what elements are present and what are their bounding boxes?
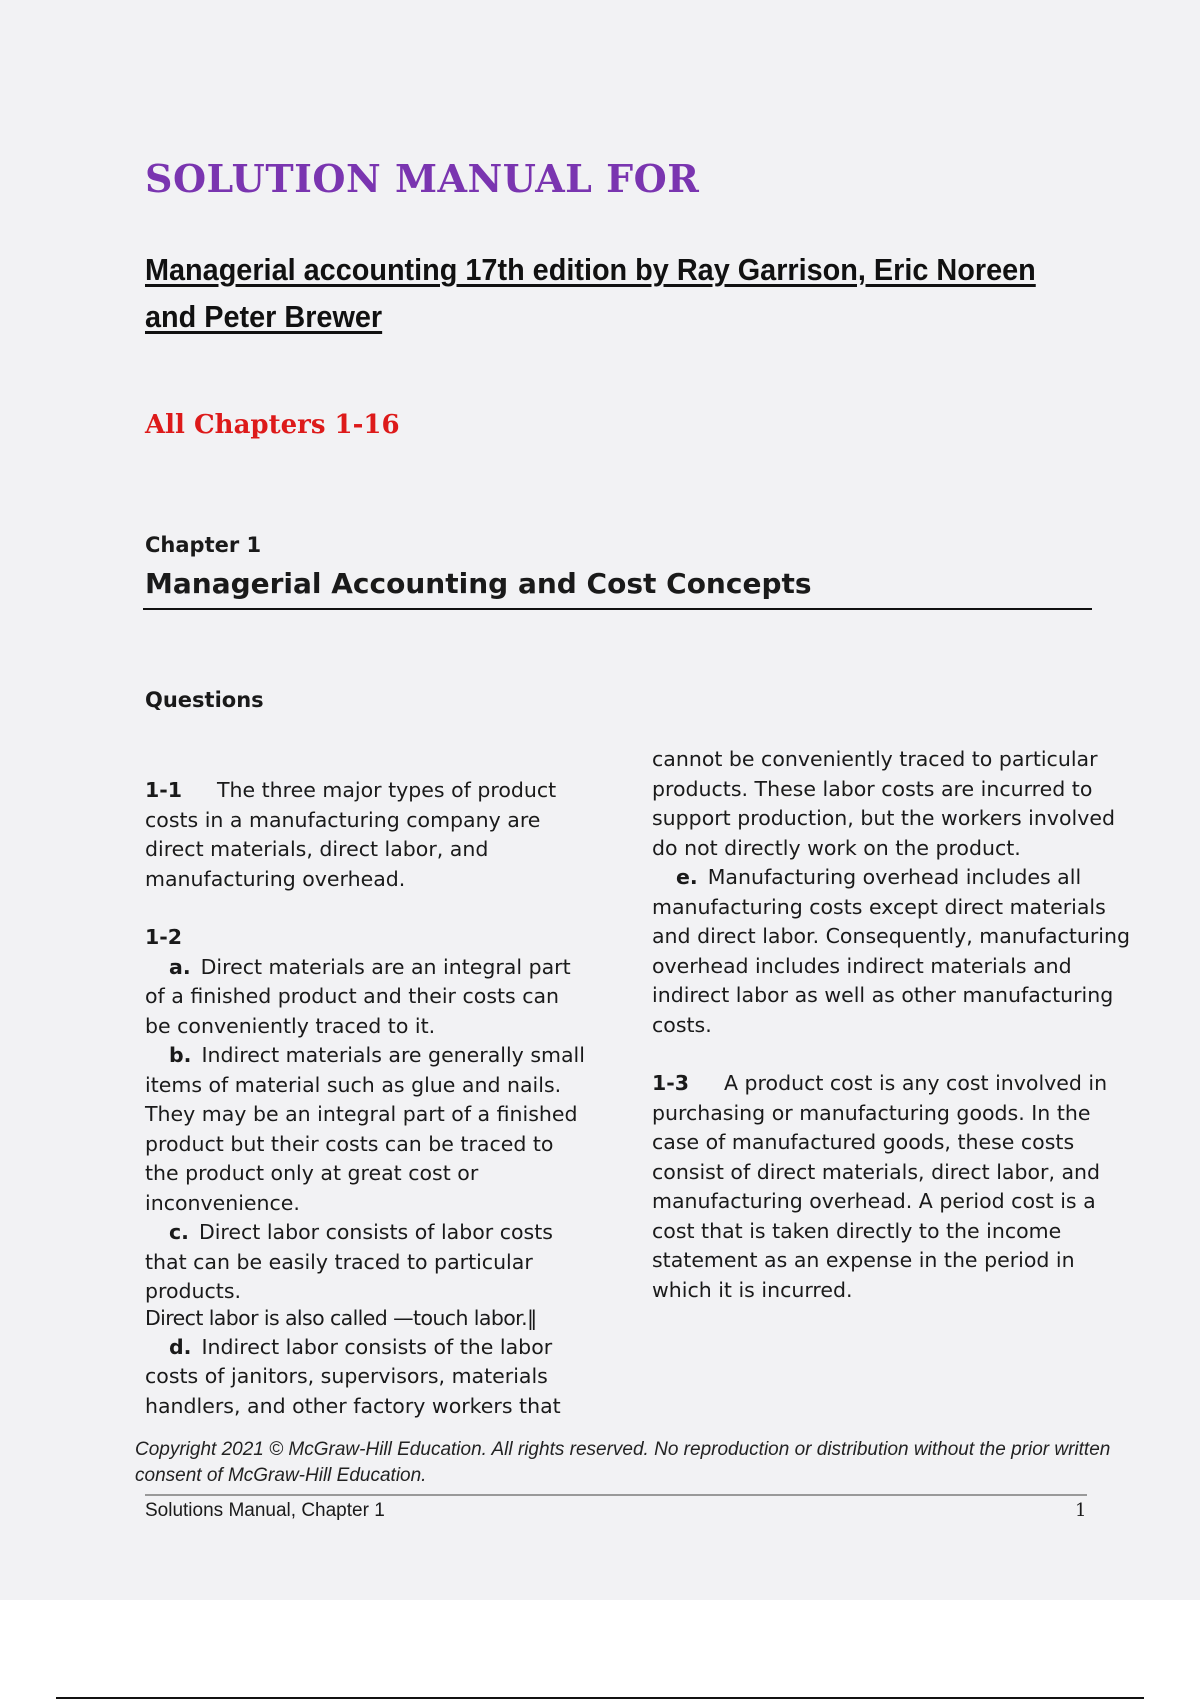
question-1-2-a xyxy=(145,953,585,1042)
question-1-2-number xyxy=(145,923,585,953)
item-text: Indirect materials are generally small items of material such as glue and nails. They may be an integral part of a finished product but their costs can be traced to the product only at great cost or inconvenience. xyxy=(145,1043,585,1215)
chapter-divider xyxy=(143,608,1092,610)
question-1-2-e xyxy=(652,863,1132,1040)
question-1-2-d xyxy=(145,1333,585,1422)
book-subtitle: Managerial accounting 17th edition by Ray Garrison, Eric Noreen and Peter Brewer xyxy=(145,252,1036,334)
question-text: A product cost is any cost involved in purchasing or manufacturing goods. In the case of manufactured goods, these costs consist of direct materials, direct labor, and manufacturing overhead. A period cost is a cost that is taken directly to the income statement as an expense in the period in which it is incurred. xyxy=(652,1071,1108,1302)
left-column xyxy=(145,776,585,1421)
item-letter: e. xyxy=(676,865,698,889)
footer-section-label: Solutions Manual, Chapter 1 xyxy=(145,1500,385,1521)
document-title: SOLUTION MANUAL FOR xyxy=(145,156,700,201)
item-text: Indirect labor consists of the labor costs of janitors, supervisors, materials handlers, and other factory workers that xyxy=(145,1334,561,1418)
question-1-1 xyxy=(145,776,585,894)
item-letter: d. xyxy=(169,1334,192,1359)
chapters-note: All Chapters 1-16 xyxy=(145,410,400,440)
question-number: 1-3 xyxy=(652,1071,690,1095)
question-text: The three major types of product costs in a manufacturing company are direct materials, direct labor, and manufacturing overhead. xyxy=(145,778,557,891)
item-letter: a. xyxy=(169,954,191,979)
item-text: Manufacturing overhead includes all manufacturing costs except direct materials and direct labor. Consequently, manufacturing overhead includes indirect materials and indirect labor as well as other manufacturing costs. xyxy=(652,865,1130,1037)
item-text: Direct labor consists of labor costs that can be easily traced to particular products. xyxy=(145,1220,553,1303)
item-text: Direct materials are an integral part of a finished product and their costs can be conveniently traced to it. xyxy=(145,954,571,1038)
question-1-3 xyxy=(652,1069,1132,1305)
footer-divider xyxy=(145,1494,1087,1496)
item-letter: b. xyxy=(169,1043,192,1067)
question-1-2-b xyxy=(145,1041,585,1218)
question-1-2-d-continued: cannot be conveniently traced to particular products. These labor costs are incurred to support production, but the workers involved do not directly work on the product. xyxy=(652,747,1115,860)
page-number: 1 xyxy=(1075,1500,1087,1521)
item-letter: c. xyxy=(169,1220,189,1244)
section-heading: Questions xyxy=(145,688,264,712)
right-column xyxy=(652,745,1132,1305)
question-number: 1-2 xyxy=(145,925,183,949)
chapter-label: Chapter 1 xyxy=(145,533,262,557)
question-1-2-c-extra: Direct labor is also called —touch labor.‖ xyxy=(145,1305,537,1330)
next-page-divider xyxy=(56,1697,1144,1699)
copyright-notice: Copyright 2021 © McGraw-Hill Education. All rights reserved. No reproduction or distribution without the prior written consent of McGraw-Hill Education. xyxy=(135,1439,1111,1486)
chapter-title: Managerial Accounting and Cost Concepts xyxy=(145,567,812,600)
question-number: 1-1 xyxy=(145,778,183,802)
question-1-2-c xyxy=(145,1218,585,1307)
